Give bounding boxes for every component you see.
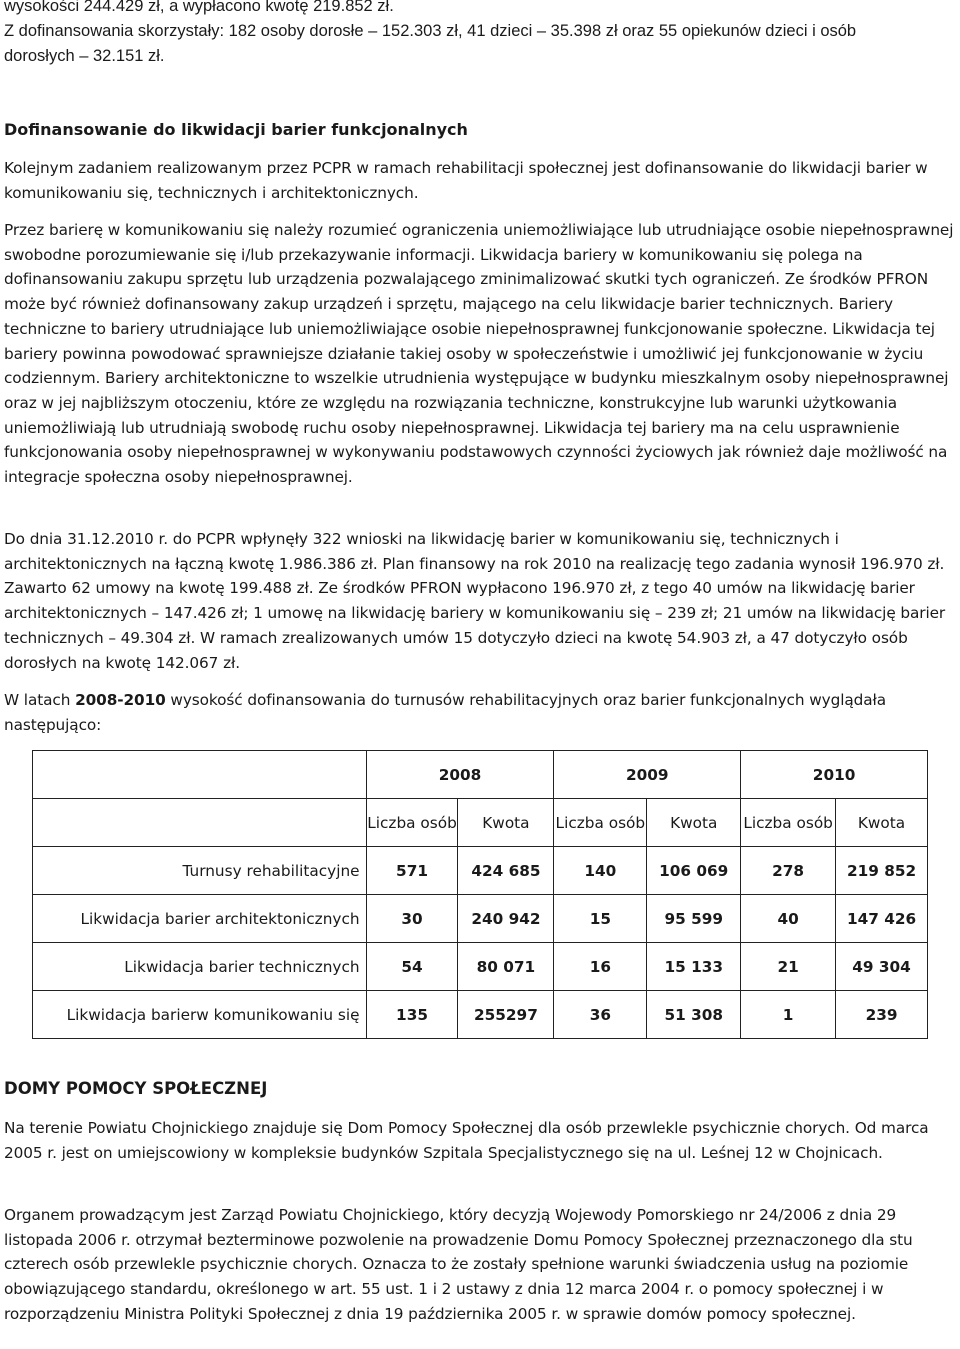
table-cell: 30	[366, 895, 458, 943]
table-header-columns	[33, 799, 928, 847]
paragraph-barriers-definition: Przez barierę w komunikowaniu się należy rozumieć ograniczenia uniemożliwiające lub utrudniające osobie niepełnosprawnej swobodne porozumiewanie się i/lub przekazywanie informacji. Likwidacja bariery w komunikowaniu się polega na dofinansowaniu zakupu sprzętu lub urządzenia pozwalającego zminimalizować skutki tych ograniczeń. Ze środków PFRON może być również dofinansowany zakup urządzeń i sprzętu, mającego na celu likwidacje barier technicznych. Bariery techniczne to bariery utrudniające lub uniemożliwiające osobie niepełnosprawnej funkcjonowanie społeczne. Likwidacja tej bariery powinna powodować sprawniejsze działanie takiej osoby w społeczeństwie i umożliwić jej funkcjonowanie w życiu codziennym. Bariery architektoniczne to wszelkie utrudnienia występujące w budynku mieszkalnym osoby niepełnosprawnej oraz w jej najbliższym otoczeniu, które ze względu na rozwiązania techniczne, konstrukcyjne lub warunki użytkowania uniemożliwiają lub utrudniają swobodę ruchu osoby niepełnosprawnej. Likwidacja tej bariery ma na celu usprawnienie funkcjonowania osoby niepełnosprawnej w wykonywaniu podstawowych czynności życiowych jak również daje możliwość na integracje społeczna osoby niepełnosprawnej.	[4, 221, 954, 487]
intro-line-2: Z dofinansowania skorzystały: 182 osoby dorosłe – 152.303 zł, 41 dzieci – 35.398 zł oraz 55 opiekunów dzieci i osób	[4, 22, 857, 40]
intro-line-3: dorosłych – 32.151 zł.	[4, 47, 165, 65]
table-empty-cell	[33, 799, 367, 847]
table-row	[33, 847, 928, 895]
row-label: Likwidacja barier architektonicznych	[33, 895, 367, 943]
table-intro-years: 2008-2010	[75, 691, 166, 709]
column-header: Liczba osób	[741, 799, 836, 847]
year-header: 2008	[366, 751, 554, 799]
table-cell: 95 599	[647, 895, 741, 943]
paragraph-social-home-location: Na terenie Powiatu Chojnickiego znajduje się Dom Pomocy Społecznej dla osób przewlekle psychicznie chorych. Od marca 2005 r. jest on umiejscowiony w kompleksie budynków Szpitala Specjalistycznego się na ul. Leśnej 12 w Chojnicach.	[4, 1119, 929, 1162]
table-cell: 278	[741, 847, 836, 895]
table-cell: 21	[741, 943, 836, 991]
table-cell: 51 308	[647, 991, 741, 1039]
table-cell: 140	[554, 847, 647, 895]
paragraph-table-intro	[4, 688, 958, 737]
table-intro-text: W latach	[4, 691, 76, 709]
table-cell: 49 304	[836, 943, 928, 991]
column-header: Liczba osób	[554, 799, 647, 847]
column-header: Kwota	[647, 799, 741, 847]
year-header: 2010	[741, 751, 928, 799]
funding-table	[32, 750, 928, 1039]
table-cell: 135	[366, 991, 458, 1039]
table-cell: 147 426	[836, 895, 928, 943]
table-cell: 36	[554, 991, 647, 1039]
paragraph-social-home-management: Organem prowadzącym jest Zarząd Powiatu Chojnickiego, który decyzją Wojewody Pomorskiego nr 24/2006 z dnia 29 listopada 2006 r. otrzymał bezterminowe pozwolenie na prowadzenie Domu Pomocy Społecznej przeznaczonego dla stu czterech osób przewlekle psychicznie chorych. Oznacza to że zostały spełnione warunki świadczenia usług na poziomie obowiązującego standardu, określonego w art. 55 ust. 1 i 2 ustawy z dnia 12 marca 2004 r. o pomocy społecznej i w rozporządzeniu Ministra Polityki Społecznej z dnia 19 października 2005 r. w sprawie domów pomocy społecznej.	[4, 1206, 913, 1323]
table-cell: 219 852	[836, 847, 928, 895]
table-corner-cell	[33, 751, 367, 799]
column-header: Kwota	[458, 799, 554, 847]
table-cell: 106 069	[647, 847, 741, 895]
table-cell: 424 685	[458, 847, 554, 895]
column-header: Liczba osób	[366, 799, 458, 847]
table-cell: 16	[554, 943, 647, 991]
table-cell: 15	[554, 895, 647, 943]
table-cell: 15 133	[647, 943, 741, 991]
table-cell: 240 942	[458, 895, 554, 943]
table-cell: 571	[366, 847, 458, 895]
row-label: Likwidacja barierw komunikowaniu się	[33, 991, 367, 1039]
table-row	[33, 895, 928, 943]
row-label: Likwidacja barier technicznych	[33, 943, 367, 991]
table-cell: 80 071	[458, 943, 554, 991]
table-cell: 40	[741, 895, 836, 943]
paragraph-barriers-intro: Kolejnym zadaniem realizowanym przez PCPR w ramach rehabilitacji społecznej jest dofinansowanie do likwidacji barier w komunikowaniu się, technicznych i architektonicznych.	[4, 159, 928, 202]
section-heading-social-homes: DOMY POMOCY SPOŁECZNEJ	[4, 1079, 268, 1098]
table-intro-text-end: wysokość dofinansowania do turnusów rehabilitacyjnych oraz barier funkcjonalnych wyglądała następująco:	[4, 691, 887, 734]
section-heading-barriers: Dofinansowanie do likwidacji barier funkcjonalnych	[4, 120, 468, 139]
paragraph-barriers-stats: Do dnia 31.12.2010 r. do PCPR wpłynęły 322 wnioski na likwidację barier w komunikowaniu się, technicznych i architektonicznych na łączną kwotę 1.986.386 zł. Plan finansowy na rok 2010 na realizację tego zadania wynosił 196.970 zł. Zawarto 62 umowy na kwotę 199.488 zł. Ze środków PFRON wypłacono 196.970 zł, z tego 40 umów na likwidację barier architektonicznych – 147.426 zł; 1 umowę na likwidację bariery w komunikowaniu się – 239 zł; 21 umów na likwidację barier technicznych – 49.304 zł. W ramach zrealizowanych umów 15 dotyczyło dzieci na kwotę 54.903 zł, a 47 dotyczyło osób dorosłych na kwotę 142.067 zł.	[4, 530, 946, 672]
table-cell: 54	[366, 943, 458, 991]
table-cell: 239	[836, 991, 928, 1039]
table-cell: 255297	[458, 991, 554, 1039]
column-header: Kwota	[836, 799, 928, 847]
table-row	[33, 943, 928, 991]
table-row	[33, 991, 928, 1039]
table-header-years	[33, 751, 928, 799]
year-header: 2009	[554, 751, 741, 799]
table-cell: 1	[741, 991, 836, 1039]
intro-line-1: wysokości 244.429 zł, a wypłacono kwotę 219.852 zł.	[4, 0, 394, 15]
row-label: Turnusy rehabilitacyjne	[33, 847, 367, 895]
